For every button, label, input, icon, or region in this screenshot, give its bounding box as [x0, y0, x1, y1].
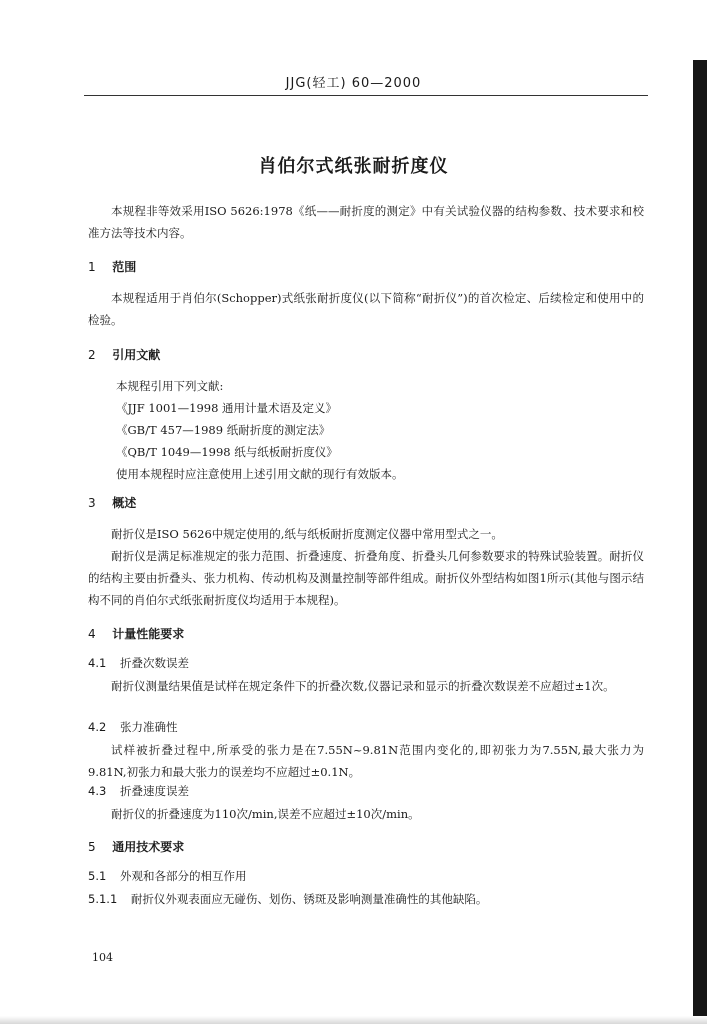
scan-edge-shadow	[693, 60, 707, 1024]
subsection-4-3-heading	[88, 783, 189, 799]
subsection-title: 折叠次数误差	[119, 656, 189, 670]
subsection-4-1-text: 耐折仪测量结果值是试样在规定条件下的折叠次数,仪器记录和显示的折叠次数误差不应超过±1次。	[111, 679, 615, 693]
page-number: 104	[92, 951, 113, 964]
section-number: 4	[88, 627, 96, 641]
page-title: 肖伯尔式纸张耐折度仪	[258, 156, 449, 177]
subsection-4-1-heading	[88, 655, 189, 671]
section-title: 通用技术要求	[112, 840, 185, 854]
section-5-heading	[88, 838, 184, 855]
section-title: 范围	[112, 260, 137, 274]
references-lead: 本规程引用下列文献:	[116, 379, 224, 393]
subsection-5-1-heading	[88, 868, 246, 884]
reference-item: 《GB/T 457—1989 纸耐折度的测定法》	[116, 423, 331, 437]
section-number: 5	[88, 840, 96, 854]
subsection-text: 耐折仪外观表面应无碰伤、划伤、锈斑及影响测量准确性的其他缺陷。	[130, 892, 488, 906]
subsection-5-1-1	[88, 891, 487, 907]
reference-item: 《QB/T 1049—1998 纸与纸板耐折度仪》	[116, 445, 338, 459]
subsection-title: 外观和各部分的相互作用	[119, 869, 247, 883]
reference-item: 《JJF 1001—1998 通用计量术语及定义》	[116, 401, 338, 415]
subsection-number: 5.1.1	[88, 892, 118, 906]
subsection-number: 4.1	[88, 656, 107, 670]
intro-paragraph: 本规程非等效采用ISO 5626:1978《纸——耐折度的测定》中有关试验仪器的结构参数、技术要求和校准方法等技术内容。	[88, 204, 644, 240]
subsection-title: 张力准确性	[119, 720, 178, 734]
subsection-4-3-text: 耐折仪的折叠速度为110次/min,误差不应超过±10次/min。	[111, 807, 420, 821]
section-number: 2	[88, 348, 96, 362]
section-1-heading	[88, 258, 136, 275]
scan-bottom-shade	[0, 1016, 707, 1024]
section-2-heading	[88, 346, 160, 363]
section-3-heading	[88, 494, 136, 511]
subsection-title: 折叠速度误差	[119, 784, 189, 798]
section-title: 引用文献	[112, 348, 161, 362]
subsection-number: 4.3	[88, 784, 107, 798]
section-4-heading	[88, 625, 184, 642]
section-1-text: 本规程适用于肖伯尔(Schopper)式纸张耐折度仪(以下简称“耐折仪”)的首次检定、后续检定和使用中的检验。	[88, 291, 644, 327]
section-title: 概述	[112, 496, 137, 510]
subsection-4-2-text: 试样被折叠过程中,所承受的张力是在7.55N~9.81N范围内变化的,即初张力为7.55N,最大张力为9.81N,初张力和最大张力的误差均不应超过±0.1N。	[88, 743, 644, 779]
subsection-number: 4.2	[88, 720, 107, 734]
running-header: JJG(轻工) 60—2000	[285, 76, 422, 91]
references-note: 使用本规程时应注意使用上述引用文献的现行有效版本。	[116, 467, 404, 481]
section-number: 1	[88, 260, 96, 274]
subsection-4-2-heading	[88, 719, 177, 735]
section-title: 计量性能要求	[112, 627, 185, 641]
section-3-paragraph-2: 耐折仪是满足标准规定的张力范围、折叠速度、折叠角度、折叠头几何参数要求的特殊试验装置。耐折仪的结构主要由折叠头、张力机构、传动机构及测量控制等部件组成。耐折仪外型结构如图1所示(其他与图示结构不同的肖伯尔式纸张耐折度仪均适用于本规程)。	[88, 549, 644, 607]
subsection-number: 5.1	[88, 869, 107, 883]
section-3-paragraph-1: 耐折仪是ISO 5626中规定使用的,纸与纸板耐折度测定仪器中常用型式之一。	[111, 527, 503, 541]
section-number: 3	[88, 496, 96, 510]
header-rule	[84, 95, 648, 96]
